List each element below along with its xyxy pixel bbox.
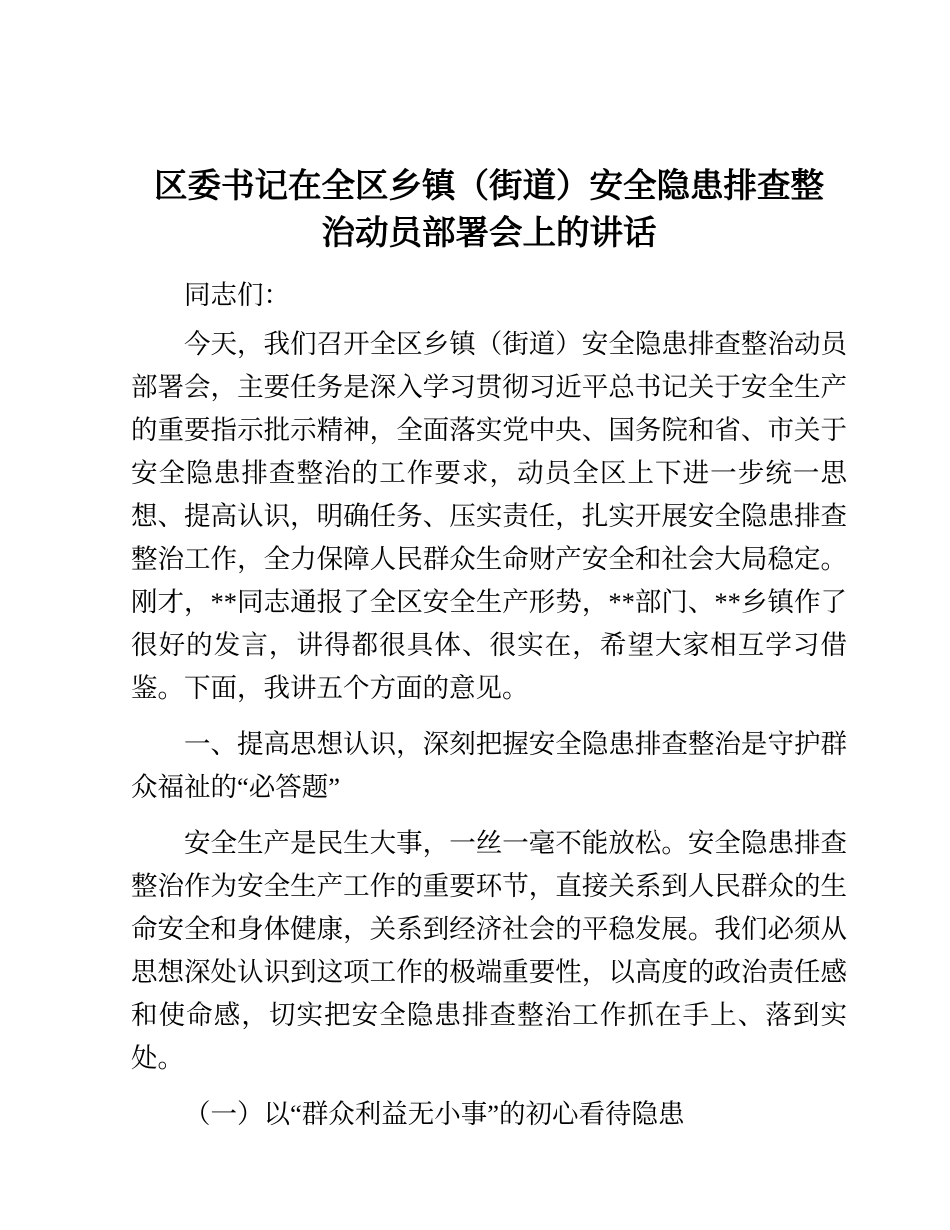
subsection-heading-1-1: （一）以“群众利益无小事”的初心看待隐患 xyxy=(184,1099,685,1129)
document-title xyxy=(131,163,847,257)
salutation: 同志们： xyxy=(184,280,290,310)
section-heading-1: 一、提高思想认识，深刻把握安全隐患排查整治是守护群众福祉的“必答题” xyxy=(131,729,847,802)
section-1-paragraph: 安全生产是民生大事，一丝一毫不能放松。安全隐患排查整治作为安全生产工作的重要环节，直接关系到人民群众的生命安全和身体健康，关系到经济社会的平稳发展。我们必须从思想深处认识到这项工作的极端重要性，以高度的政治责任感和使命感，切实把安全隐患排查整治工作抓在手上、落到实处。 xyxy=(131,828,847,1073)
document-title-line-1: 区委书记在全区乡镇（街道）安全隐患排查整 xyxy=(154,168,824,205)
intro-paragraph: 今天，我们召开全区乡镇（街道）安全隐患排查整治动员部署会，主要任务是深入学习贯彻习近平总书记关于安全生产的重要指示批示精神，全面落实党中央、国务院和省、市关于安全隐患排查整治的工作要求，动员全区上下进一步统一思想、提高认识，明确任务、压实责任，扎实开展安全隐患排查整治工作，全力保障人民群众生命财产安全和社会大局稳定。刚才，**同志通报了全区安全生产形势，**部门、**乡镇作了很好的发言，讲得都很具体、很实在，希望大家相互学习借鉴。下面，我讲五个方面的意见。 xyxy=(131,329,847,703)
document-title-line-2: 治动员部署会上的讲话 xyxy=(321,215,657,252)
